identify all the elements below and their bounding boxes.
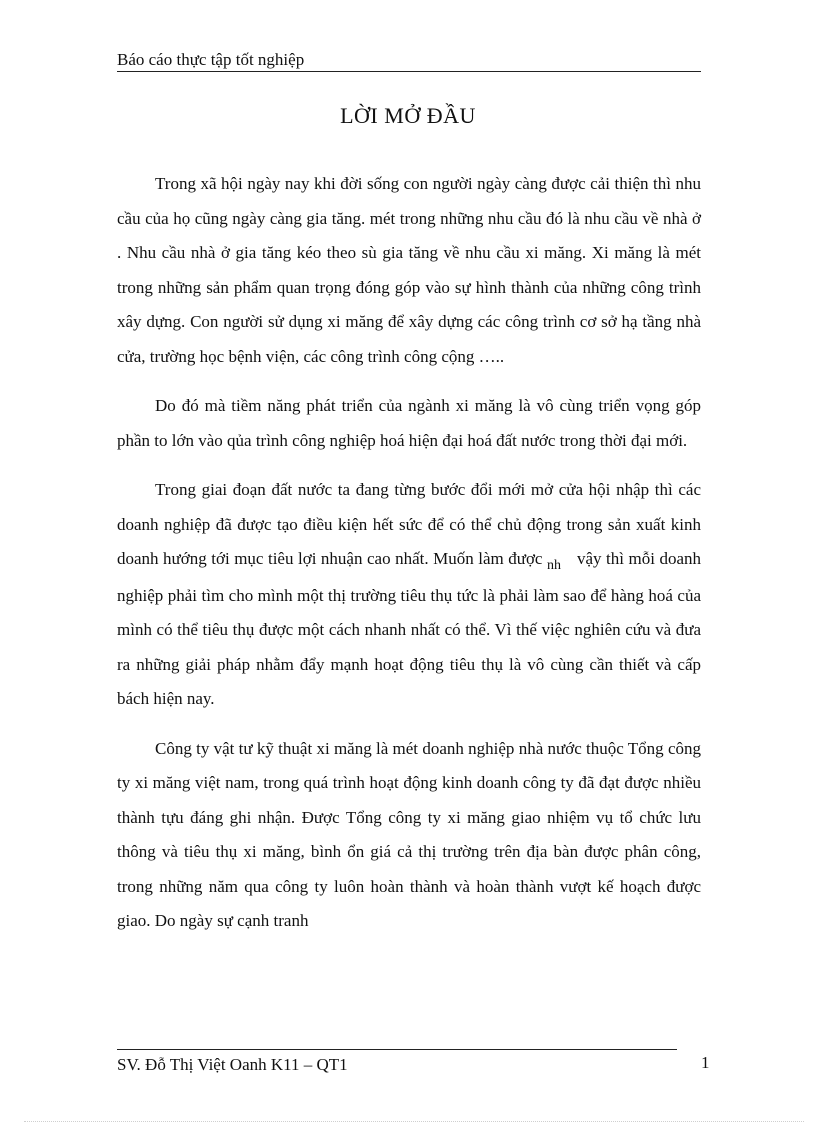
paragraph-4: Công ty vật tư kỹ thuật xi măng là mét doanh nghiệp nhà nước thuộc Tổng công ty xi măng việt nam, trong quá trình hoạt động kinh doanh công ty đã đạt được nhiều thành tựu đáng ghi nhận. Được Tổng công ty xi măng giao nhiệm vụ tổ chức lưu thông và tiêu thụ xi măng, bình ổn giá cả thị trường trên địa bàn được phân công, trong những năm qua công ty luôn hoàn thành và hoàn thành vượt kế hoạch được giao. Do ngày sự cạnh tranh: [117, 738, 701, 930]
header-text: Báo cáo thực tập tốt nghiệp: [117, 50, 305, 69]
paragraph-3: [117, 473, 701, 717]
paragraph-1: Trong xã hội ngày nay khi đời sống con người ngày càng được cải thiện thì nhu cầu của họ cũng ngày càng gia tăng. mét trong những nhu cầu đó là nhu cầu về nhà ở . Nhu cầu nhà ở gia tăng kéo theo sù gia tăng về nhu cầu xi măng. Xi măng là mét trong những sản phẩm quan trọng đóng góp vào sự hình thành của những công trình xây dựng. Con người sử dụng xi măng để xây dựng các công trình cơ sở hạ tầng nhà cửa, trường học bệnh viện, các công trình công cộng …..: [117, 174, 701, 366]
page-break-divider: [24, 1121, 804, 1122]
running-header: [117, 50, 701, 72]
page-title: LỜI MỞ ĐẦU: [340, 103, 476, 128]
page-number: 1: [701, 1053, 710, 1072]
document-body: [117, 167, 701, 954]
paragraph-3-part-2: vậy thì mỗi doanh nghiệp phải tìm cho mình một thị trường tiêu thụ tức là phải làm sao để hàng hoá của mình có thể tiêu thụ được một cách nhanh nhất có thể. Vì thế việc nghiên cứu và đưa ra những giải pháp nhằm đẩy mạnh hoạt động tiêu thụ là vô cùng cần thiết và cấp bách hiện nay.: [117, 549, 702, 708]
footer-divider: [117, 1049, 677, 1050]
paragraph-3-subscript: nh: [547, 558, 561, 573]
paragraph-3-part-1: Trong giai đoạn đất nước ta đang từng bước đổi mới mở cửa hội nhập thì các doanh nghiệp đã được tạo điều kiện hết sức để có thể chủ động trong sản xuất kinh doanh hướng tới mục tiêu lợi nhuận cao nhất. Muốn làm được: [117, 480, 701, 568]
footer-author: SV. Đỗ Thị Việt Oanh K11 – QT1: [117, 1055, 348, 1074]
paragraph-2: Do đó mà tiềm năng phát triển của ngành xi măng là vô cùng triển vọng góp phần to lớn vào qủa trình công nghiệp hoá hiện đại hoá đất nước trong thời đại mới.: [117, 396, 701, 450]
